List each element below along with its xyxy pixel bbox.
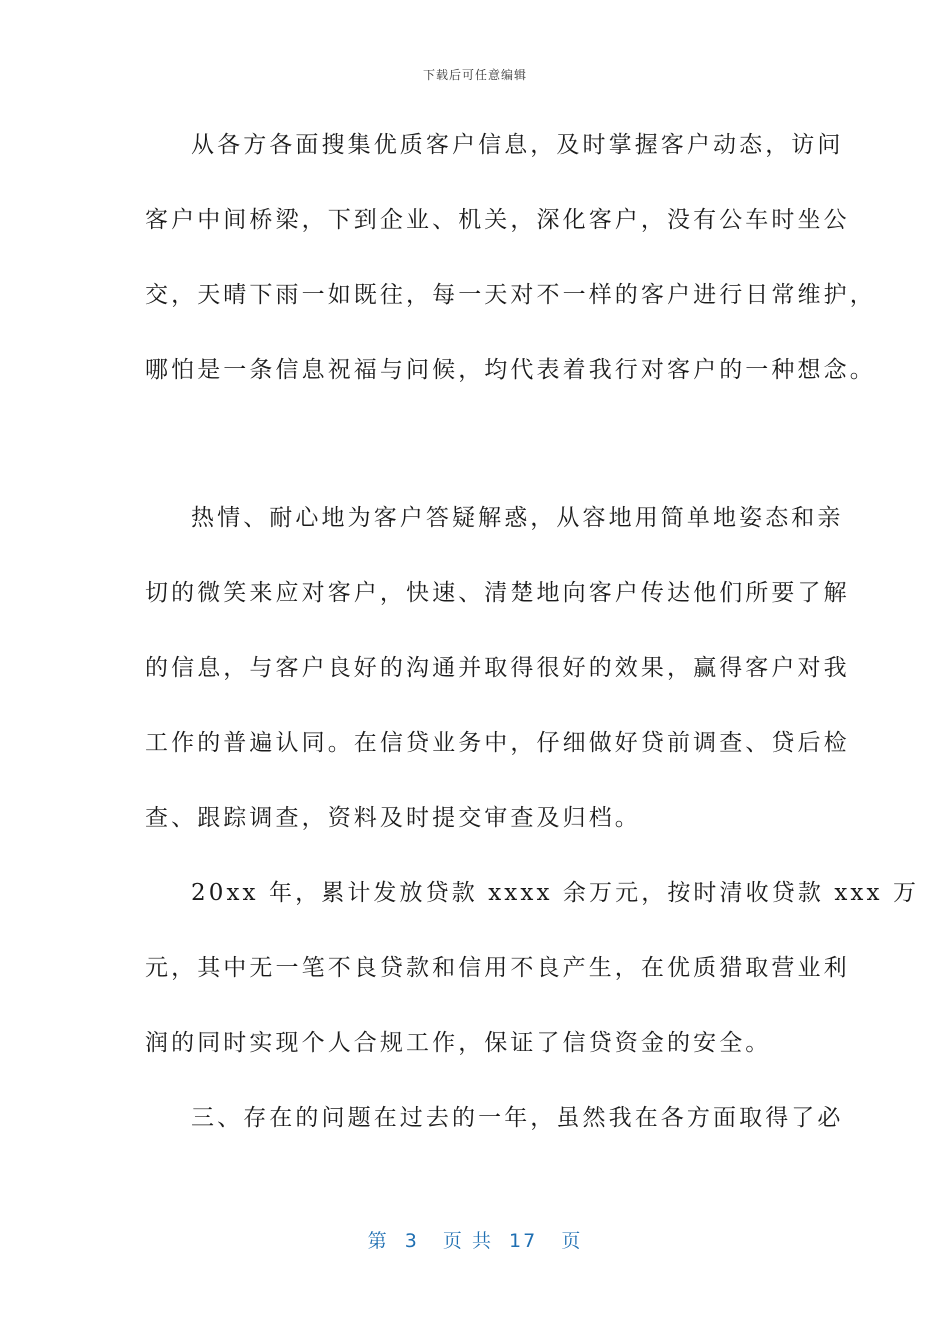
paragraph-3-line-3: 润的同时实现个人合规工作，保证了信贷资金的安全。 [145, 1030, 772, 1056]
paragraph-1-line-2: 客户中间桥梁，下到企业、机关，深化客户，没有公车时坐公 [145, 207, 850, 233]
paragraph-3-line-1: 20xx 年，累计发放贷款 xxxx 余万元，按时清收贷款 xxx 万 [191, 880, 920, 906]
paragraph-4-line-1: 三、存在的问题在过去的一年，虽然我在各方面取得了必 [191, 1105, 844, 1131]
page-number-footer: 第 3 页 共 17 页 [367, 1230, 583, 1252]
paragraph-1-line-3: 交，天晴下雨一如既往，每一天对不一样的客户进行日常维护， [145, 282, 876, 308]
paragraph-2-line-2: 切的微笑来应对客户，快速、清楚地向客户传达他们所要了解 [145, 580, 850, 606]
paragraph-2-line-3: 的信息，与客户良好的沟通并取得很好的效果，赢得客户对我 [145, 655, 850, 681]
paragraph-2-line-4: 工作的普遍认同。在信贷业务中，仔细做好贷前调查、贷后检 [145, 730, 850, 756]
page-header-note: 下载后可任意编辑 [422, 68, 527, 82]
paragraph-2-line-1: 热情、耐心地为客户答疑解惑，从容地用简单地姿态和亲 [191, 505, 844, 531]
paragraph-3-line-2: 元，其中无一笔不良贷款和信用不良产生，在优质猎取营业利 [145, 955, 850, 981]
paragraph-1-line-4: 哪怕是一条信息祝福与问候，均代表着我行对客户的一种想念。 [145, 357, 876, 383]
paragraph-2-line-5: 查、跟踪调查，资料及时提交审查及归档。 [145, 805, 641, 831]
paragraph-1-line-1: 从各方各面搜集优质客户信息，及时掌握客户动态，访问 [191, 132, 844, 158]
